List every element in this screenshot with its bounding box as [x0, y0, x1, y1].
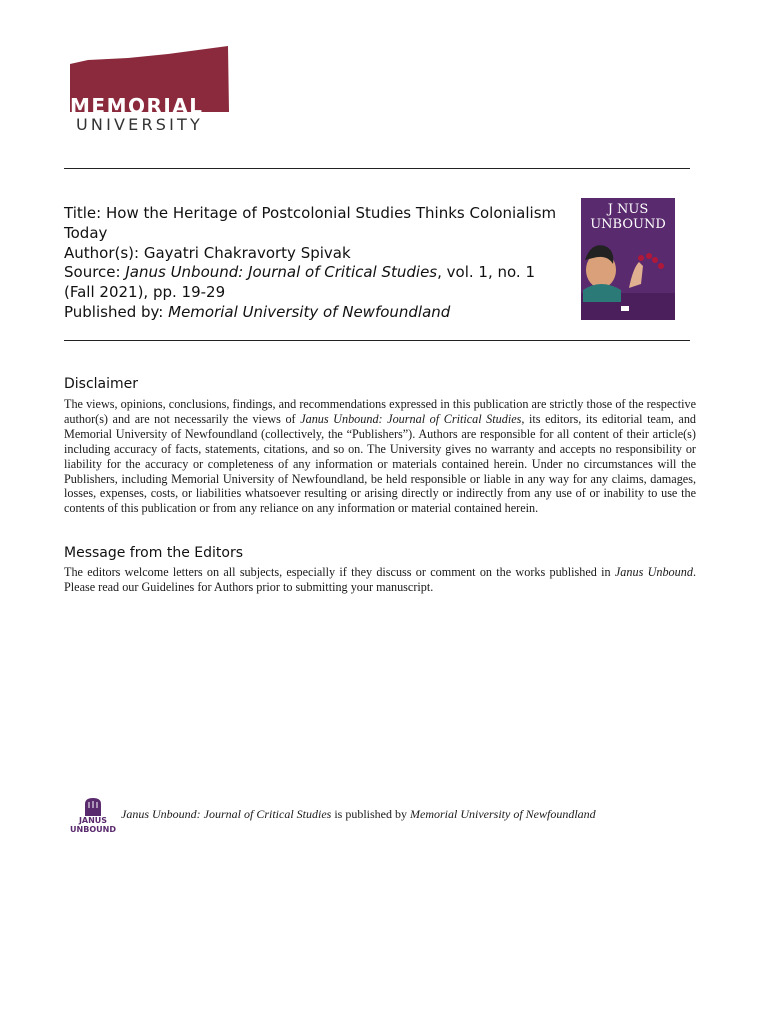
source-issue: (Fall 2021), pp. 19-29 — [64, 283, 226, 302]
publisher-line — [64, 303, 564, 323]
source-volume: , vol. 1, no. 1 — [437, 263, 535, 282]
message-text — [64, 565, 696, 595]
article-metadata — [64, 204, 564, 323]
footer-middle: is published by — [331, 807, 410, 821]
message-part2: . Please read our Guidelines for Authors prior to submitting your manuscript. — [64, 565, 696, 594]
footer-publication-note — [121, 807, 596, 822]
cover-title-line1: J NUS — [607, 202, 649, 217]
disclaimer-journal: Janus Unbound: Journal of Critical Studies — [300, 411, 522, 426]
message-heading: Message from the Editors — [64, 545, 243, 561]
message-journal: Janus Unbound — [614, 565, 693, 579]
journal-cover-image — [581, 198, 675, 320]
message-part1: The editors welcome letters on all subjects, especially if they discuss or comment on the works published in — [64, 565, 615, 579]
top-divider — [64, 168, 690, 169]
publisher-name: Memorial University of Newfoundland — [168, 302, 451, 321]
article-authors: Gayatri Chakravorty Spivak — [143, 243, 351, 262]
footer-journal: Janus Unbound: Journal of Critical Studies — [121, 807, 332, 821]
logo-word-university: UNIVERSITY — [76, 115, 203, 134]
raised-fist-icon — [70, 796, 116, 818]
logo-word-memorial: MEMORIAL — [70, 94, 204, 118]
footer-logo-line2: UNBOUND — [70, 825, 116, 834]
disclaimer-part2: , its editors, its editorial team, and Memorial University of Newfoundland (collectively, the “Publishers”). Authors are responsible for all content of their article(s) including accuracy of facts, statements, citations, and so on. The University gives no warranty and accepts no responsibility or liability for the accuracy or completeness of any information or materials contained herein. Under no circumstances will the Publishers, including Memorial University of Newfoundland, be held responsible or liable in any way for any claims, damages, losses, expenses, costs, or liabilities whatsoever resulting or arising directly or indirectly from any use of or inability to use the contents of this publication or from any reliance on any information or material contained herein. — [64, 411, 697, 516]
disclaimer-text — [64, 397, 696, 516]
memorial-university-logo — [68, 44, 233, 136]
disclaimer-heading: Disclaimer — [64, 376, 139, 392]
cover-title-line2: UNBOUND — [590, 217, 666, 232]
middle-divider — [64, 340, 690, 341]
title-label: Title: — [64, 204, 102, 222]
source-label: Source: — [64, 263, 121, 282]
footer-logo-line1: JANUS — [78, 816, 108, 825]
article-title: How the Heritage of Postcolonial Studies Thinks Colonialism Today — [64, 204, 557, 242]
footer-publisher: Memorial University of Newfoundland — [410, 807, 596, 821]
source-journal: Janus Unbound: Journal of Critical Studies — [125, 263, 438, 282]
published-label: Published by: — [64, 302, 164, 321]
disclaimer-part1: The views, opinions, conclusions, findings, and recommendations expressed in this publication are strictly those of the respective author(s) and are not necessarily the views of — [64, 397, 696, 426]
authors-label: Author(s): — [64, 243, 140, 262]
janus-unbound-logo — [70, 796, 116, 840]
source-line — [64, 263, 564, 283]
title-line — [64, 204, 564, 244]
authors-line — [64, 244, 564, 264]
